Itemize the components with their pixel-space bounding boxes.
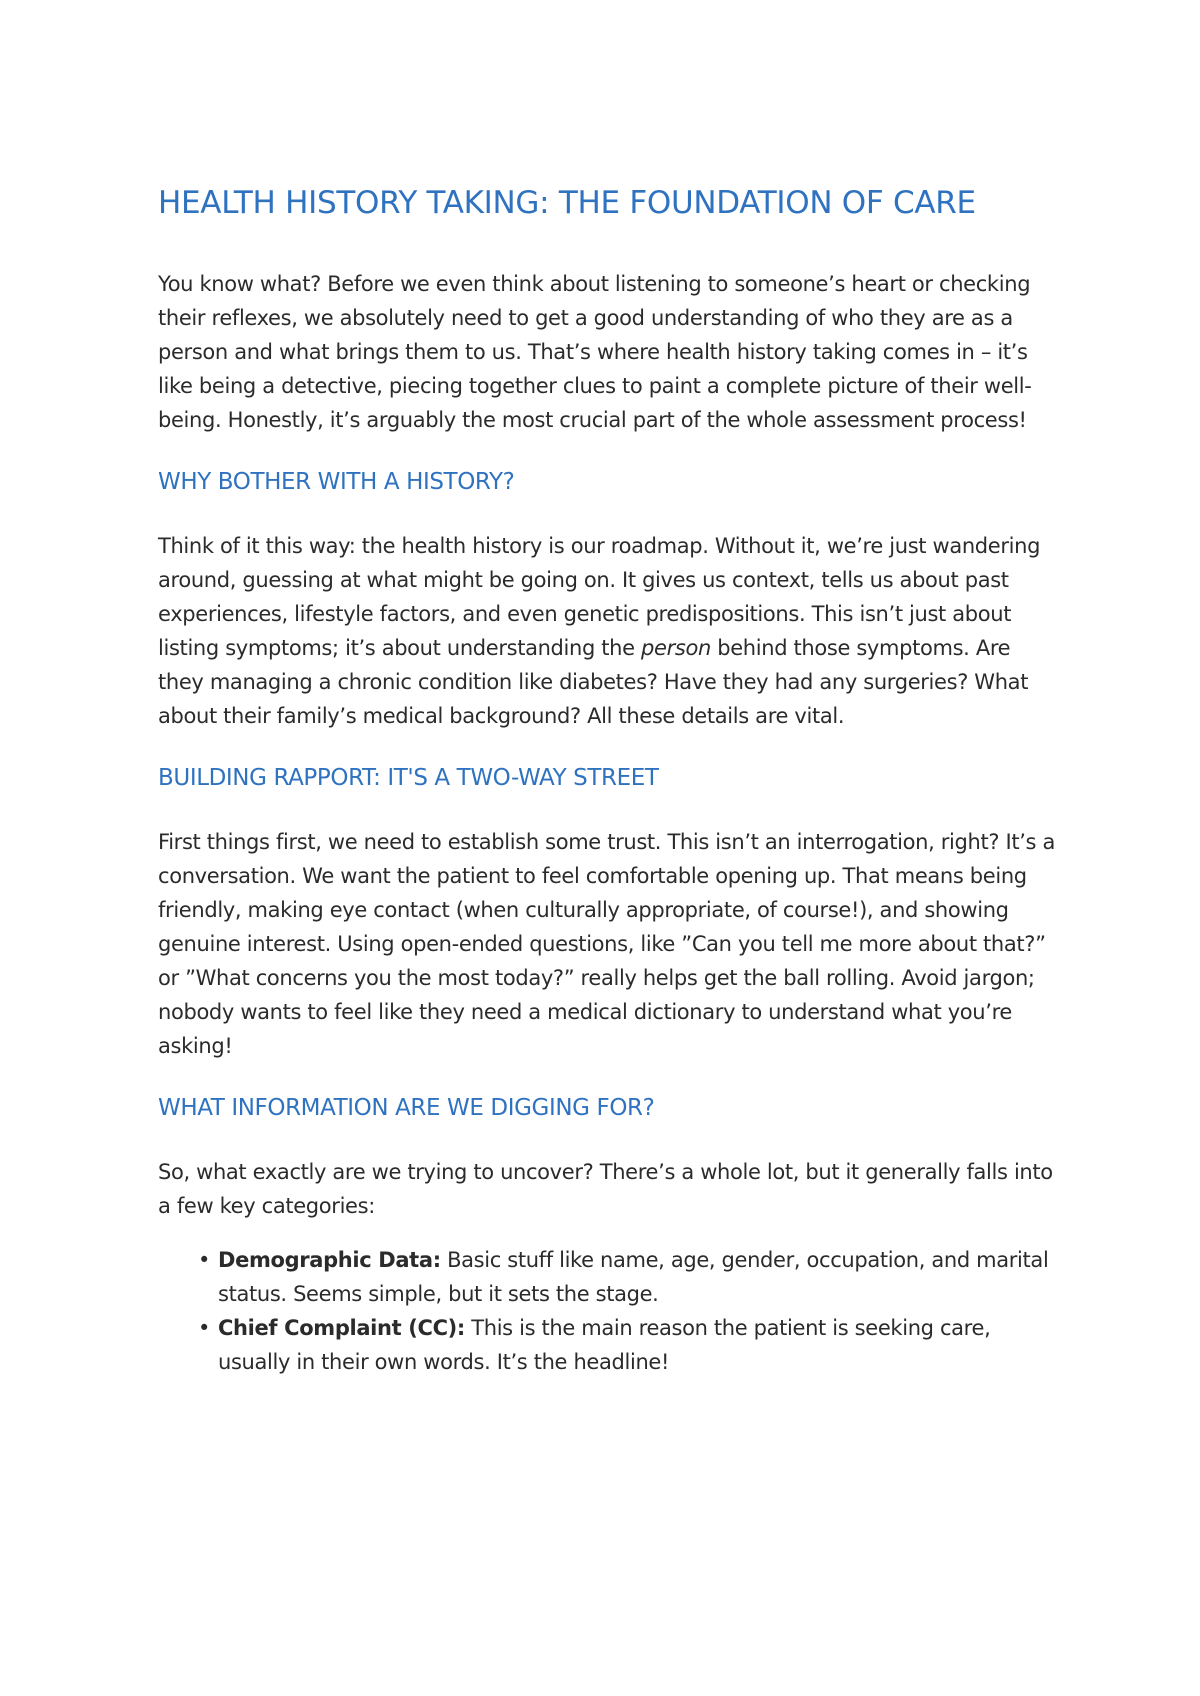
bullet-icon: •: [198, 1316, 211, 1340]
paragraph-text: behind those symptoms. Are they managing a chronic condition like diabetes? Have they had any surgeries? What about their family’s medical background? All these details are vital.: [158, 636, 1029, 728]
section-heading-building-rapport: BUILDING RAPPORT: IT'S A TWO-WAY STREET: [158, 765, 659, 791]
list-item: [198, 1311, 1058, 1379]
paragraph-text: Think of it this way: the health history is our roadmap. Without it, we’re just wandering around, guessing at what might be going on. It gives us context, tells us about past experiences, lifestyle factors, and even genetic predispositions. This isn’t just about listing symptoms; it’s about understanding the: [158, 534, 1041, 660]
information-paragraph: So, what exactly are we trying to uncover? There’s a whole lot, but it generally falls into a few key categories:: [158, 1160, 1053, 1218]
section-heading-information: WHAT INFORMATION ARE WE DIGGING FOR?: [158, 1095, 655, 1121]
bullet-icon: •: [198, 1248, 211, 1272]
list-item-term: Chief Complaint (CC):: [218, 1316, 465, 1340]
building-rapport-paragraph: First things first, we need to establish some trust. This isn’t an interrogation, right? It’s a conversation. We want the patient to feel comfortable opening up. That means being friendly, making eye contact (when culturally appropriate, of course!), and showing genuine interest. Using open-ended questions, like ”Can you tell me more about that?” or ”What concerns you the most today?” really helps get the ball rolling. Avoid jargon; nobody wants to feel like they need a medical dictionary to understand what you’re asking!: [158, 830, 1055, 1058]
list-item-description: Basic stuff like name, age, gender, occupation, and marital status. Seems simple, but it sets the stage.: [218, 1248, 1049, 1306]
document-page: [158, 178, 1058, 1379]
list-item-term: Demographic Data:: [218, 1248, 441, 1272]
list-item-description: This is the main reason the patient is seeking care, usually in their own words. It’s the headline!: [218, 1316, 991, 1374]
information-categories-list: [158, 1243, 1058, 1379]
emphasis-text: person: [641, 636, 711, 660]
why-history-paragraph: [158, 529, 1058, 733]
section-heading-why-history: WHY BOTHER WITH A HISTORY?: [158, 469, 515, 495]
list-item: [198, 1243, 1058, 1311]
document-title: HEALTH HISTORY TAKING: THE FOUNDATION OF CARE: [158, 185, 976, 221]
intro-paragraph: You know what? Before we even think about listening to someone’s heart or checking their reflexes, we absolutely need to get a good understanding of who they are as a person and what brings them to us. That’s where health history taking comes in – it’s like being a detective, piecing together clues to paint a complete picture of their well-being. Honestly, it’s arguably the most crucial part of the whole assessment process!: [158, 272, 1032, 432]
